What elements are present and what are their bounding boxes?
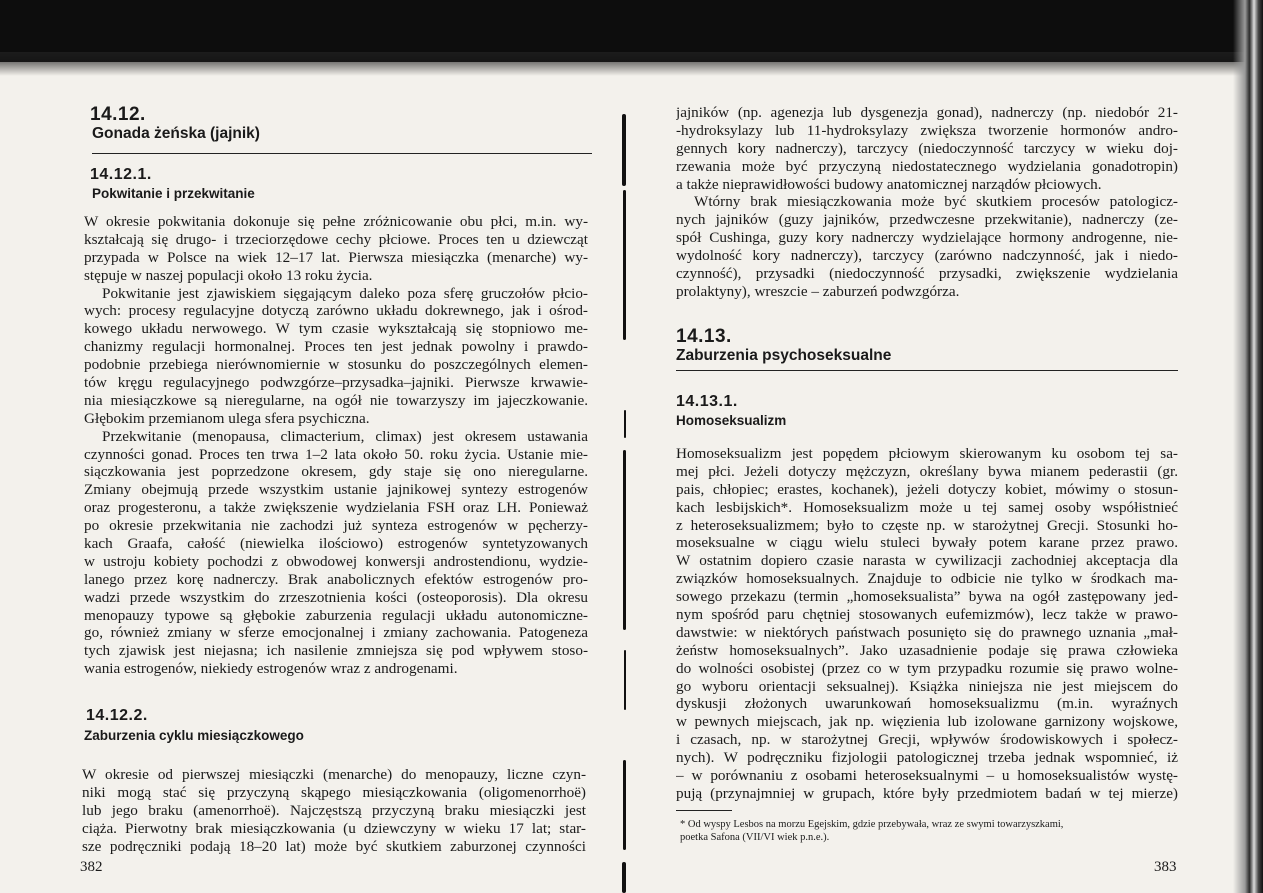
subsection-title: Pokwitanie i przekwitanie <box>92 186 255 201</box>
scan-right-edge <box>1233 0 1263 893</box>
body-text-continued <box>676 104 1178 301</box>
text-line: gennych kory nadnerczy), tarczycy (niedoczynność tarczycy w wieku doj- <box>676 139 1178 157</box>
text-line: lub jego braku (amenorrhoë). Najczęstszą przyczyną braku miesiączki jest <box>82 801 586 819</box>
text-line: go wyboru orientacji seksualnej). Książka niniejsza nie jest miejscem do <box>676 677 1178 695</box>
text-line: wych: procesy regulacyjne dotyczą zarówno układu dokrewnego, jak i ośrod- <box>84 302 588 320</box>
text-line: pais, chłopiec; erastes, kochanek), jeżeli dotyczy kobiet, mówimy o stosun- <box>676 480 1178 498</box>
body-text-pokwitanie <box>84 213 588 678</box>
section-title: Gonada żeńska (jajnik) <box>92 125 260 142</box>
text-line: a także nieprawidłowości budowy anatomicznej narządów płciowych. <box>676 175 1102 193</box>
subsection-number: 14.13.1. <box>676 393 738 410</box>
text-line: w ustroju kobiety pochodzi z obwodowej konwersji androstendionu, wydzie- <box>84 552 588 570</box>
text-line: Pokwitanie jest zjawiskiem sięgającym daleko poza sferę gruczołów płcio- <box>102 284 588 302</box>
footnote-line: poetka Safona (VII/VI wiek p.n.e.). <box>680 832 830 843</box>
text-line: z heteroseksualizmem; było to częste np. w starożytnej Grecji. Stosunki ho- <box>676 516 1178 534</box>
scan-shadow-fade <box>0 52 1263 76</box>
footnote-rule <box>676 810 732 811</box>
text-line: sowego przekazu (termin „homoseksualista” bywa na ogół zastępowany jed- <box>676 588 1178 606</box>
text-line: Zmiany obejmują przede wszystkim ustanie jajnikowej syntezy estrogenów <box>84 481 588 499</box>
text-line: W ostatnim dopiero czasie narasta w cywilizacji zachodniej akceptacja dla <box>676 552 1178 570</box>
text-line: wania estrogenów, niekiedy estrogenów wraz z androgenami. <box>84 660 458 678</box>
section-number: 14.12. <box>90 104 146 125</box>
text-line: mej płci. Jeżeli dotyczy mężczyzn, określany bywa mianem pederastii (gr. <box>676 462 1178 480</box>
text-line: W okresie pokwitania dokonuje się pełne zróżnicowanie obu płci, m.in. wy- <box>84 213 588 230</box>
text-line: Homoseksualizm jest popędem płciowym skierowanym ku osobom tej sa- <box>676 445 1178 462</box>
subsection-title: Homoseksualizm <box>676 413 787 428</box>
subsection-title: Zaburzenia cyklu miesiączkowego <box>84 728 304 743</box>
page-number: 383 <box>1154 859 1177 875</box>
text-line: związków homoseksualnych. Znajduje to odbicie nie tylko w środkach ma- <box>676 570 1178 588</box>
page-number: 382 <box>80 859 103 875</box>
text-line: niki mogą stać się przyczyną skąpego miesiączkowania (oligomenorrhoë) <box>82 783 586 801</box>
text-line: spół Cushinga, guzy kory nadnerczy wydzielające hormony androgenne, nie- <box>676 229 1178 247</box>
text-line: wydolność kory nadnerczy), tarczycy (zarówno nadczynność, jak i niedo- <box>676 247 1178 265</box>
section-rule <box>676 370 1178 371</box>
text-line: jajników (np. agenezja lub dysgenezja gonad), nadnerczy (np. niedobór 21- <box>676 104 1178 121</box>
text-line: kach lesbijskich*. Homoseksualizm może u tej samej osoby współistnieć <box>676 498 1178 516</box>
text-line: siączkowania jest poprzedzone okresem, gdy staje się ono nieregularne. <box>84 463 588 481</box>
text-line: dyskusji złożonych uwarunkowań homoseksualizmu (m.in. wyraźnych <box>676 695 1178 713</box>
text-line: W okresie od pierwszej miesiączki (menarche) do menopauzy, liczne czyn- <box>82 766 586 783</box>
text-line: i czasach, np. w starożytnej Grecji, wpływów środowiskowych i społecz- <box>676 731 1178 749</box>
text-line: żeństw homoseksualnych”. Jako uzasadnienie podaje się prawa człowieka <box>676 641 1178 659</box>
text-line: po okresie przekwitania nie zachodzi już synteza estrogenów w pęcherzy- <box>84 517 588 535</box>
text-line: – w porównaniu z osobami heteroseksualnymi – u homoseksualistów wystę- <box>676 767 1178 785</box>
text-line: kach Graafa, całość (niewielka ilościowo) estrogenów syntetyzowanych <box>84 535 588 553</box>
text-line: chanizmy regulacji hormonalnej. Proces ten jest jednak powolny i prawdo- <box>84 338 588 356</box>
text-line: sze podręczniki podają 18–20 lat) może być skutkiem zaburzonej czynności <box>82 837 586 855</box>
text-line: nia miesiączkowe są nieregularne, na ogół nie towarzyszy im jajeczkowanie. <box>84 391 588 409</box>
section-rule <box>92 153 592 154</box>
text-line: ciąża. Pierwotny brak miesiączkowania (u dziewczyny w wieku 17 lat; star- <box>82 819 586 837</box>
text-line: czynności gonad. Proces ten trwa 1–2 lata około 50. roku życia. Ustanie mie- <box>84 445 588 463</box>
text-line: moseksualne w ciągu wielu stuleci bywały potem karane przez prawo. <box>676 534 1178 552</box>
text-line: przypada w Polsce na wiek 12–17 lat. Pierwsza miesiączka (menarche) wy- <box>84 248 588 266</box>
text-line: nych jajników (guzy jajników, przedwczesne przekwitanie), nadnerczy (ze- <box>676 211 1178 229</box>
text-line: wadzi przede wszystkim do zrzeszotnienia kości (osteoporosis). Dla okresu <box>84 588 588 606</box>
body-text-zaburzenia <box>82 766 586 855</box>
text-line: stępuje w naszej populacji około 13 roku życia. <box>84 266 373 284</box>
text-line: -hydroksylazy lub 11-hydroksylazy zwiększa tworzenie hormonów andro- <box>676 121 1178 139</box>
subsection-number: 14.12.1. <box>90 166 152 183</box>
section-number: 14.13. <box>676 326 732 347</box>
text-line: podobnie przebiega nierównomiernie w stosunku do poszczególnych elemen- <box>84 356 588 374</box>
subsection-number: 14.12.2. <box>86 707 148 724</box>
text-line: pują (przynajmniej w grupach, które były przedmiotem badań w tej mierze) <box>676 784 1178 802</box>
text-line: Głębokim przemianom ulega sfera psychiczna. <box>84 409 370 427</box>
text-line: do wolności osobistej (przez co w tym przypadku rozumie się prawo wolne- <box>676 659 1178 677</box>
text-line: w pewnych miejscach, jak np. więzienia lub izolowane garnizony wojskowe, <box>676 713 1178 731</box>
body-text-homoseksualizm <box>676 445 1178 803</box>
text-line: prolaktyny), wreszcie – zaburzeń podwzgórza. <box>676 282 960 300</box>
text-line: lanego przez korę nadnerczy. Brak anabolicznych efektów estrogenów pro- <box>84 570 588 588</box>
text-line: Przekwitanie (menopausa, climacterium, climax) jest okresem ustawania <box>102 427 588 445</box>
text-line: menopauzy typowe są głębokie zaburzenia regulacji układu autonomiczne- <box>84 606 588 624</box>
text-line: dawstwie: w niektórych państwach posunięto się do prawnego uznania „mał- <box>676 623 1178 641</box>
footnote-line: * Od wyspy Lesbos na morzu Egejskim, gdzie przebywała, wraz ze swymi towarzyszkami, <box>680 819 1064 830</box>
text-line: tych zjawisk jest niejasna; ich nasilenie zmniejsza się pod wpływem stoso- <box>84 642 588 660</box>
text-line: nych). W podręczniku fizjologii patologicznej trzeba jednak wspomnieć, iż <box>676 749 1178 767</box>
text-line: kształcają się drugo- i trzeciorzędowe cechy płciowe. Proces ten u dziewcząt <box>84 230 588 248</box>
text-line: go, również zmiany w sferze emocjonalnej i zmiany zachowania. Patogeneza <box>84 624 588 642</box>
text-line: oraz progesteronu, a także zwiększenie wydzielania FSH oraz LH. Ponieważ <box>84 499 588 517</box>
text-line: kowego układu nerwowego. W tym czasie wykształcają się stopniowo me- <box>84 320 588 338</box>
text-line: nym spośród paru chętniej stosowanych eufemizmów), lecz także w prawo- <box>676 606 1178 624</box>
text-line: tów kręgu regulacyjnego podwzgórze–przysadka–jajniki. Pierwsze krwawie- <box>84 374 588 392</box>
footnote <box>680 818 1180 844</box>
text-line: czynność), przysadki (niedoczynność przysadki, zwiększenie wydzielania <box>676 265 1178 283</box>
text-line: rzewania może być przyczyną niedostatecznego wydzielania gonadotropin) <box>676 157 1178 175</box>
text-line: Wtórny brak miesiączkowania może być skutkiem procesów patologicz- <box>694 193 1178 211</box>
section-title: Zaburzenia psychoseksualne <box>676 347 892 364</box>
book-gutter <box>619 110 629 893</box>
